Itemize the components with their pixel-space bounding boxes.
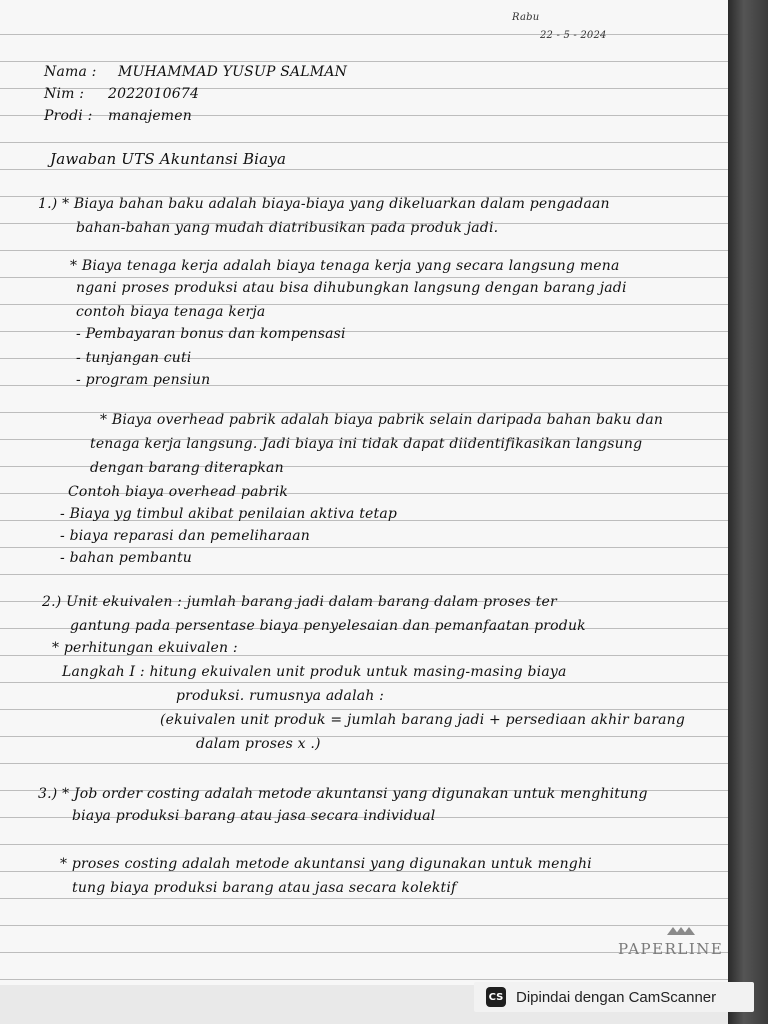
name-value: MUHAMMAD YUSUP SALMAN: [118, 64, 348, 80]
answer-line: contoh biaya tenaga kerja: [76, 304, 266, 320]
page-title: Jawaban UTS Akuntansi Biaya: [50, 150, 287, 168]
day-label: Rabu: [512, 12, 540, 23]
answer-line: * proses costing adalah metode akuntansi yang digunakan untuk menghi: [60, 856, 592, 872]
answer-line: * perhitungan ekuivalen :: [52, 640, 238, 656]
camscanner-logo-icon: CS: [486, 987, 506, 1007]
answer-line: - bahan pembantu: [60, 550, 193, 566]
answer-line: biaya produksi barang atau jasa secara individual: [72, 808, 436, 824]
answer-line: Contoh biaya overhead pabrik: [68, 484, 289, 500]
answer-line: ngani proses produksi atau bisa dihubungkan langsung dengan barang jadi: [76, 280, 627, 296]
answer-line: dengan barang diterapkan: [90, 460, 284, 476]
answer-line: gantung pada persentase biaya penyelesaian dan pemanfaatan produk: [70, 618, 586, 634]
answer-line: dalam proses x .): [196, 736, 321, 752]
scanner-text: Dipindai dengan CamScanner: [516, 988, 717, 1006]
answer-line: tung biaya produksi barang atau jasa secara kolektif: [72, 880, 457, 896]
answer-line: 3.) * Job order costing adalah metode akuntansi yang digunakan untuk menghitung: [38, 786, 648, 802]
answer-line: * Biaya overhead pabrik adalah biaya pabrik selain daripada bahan baku dan: [100, 412, 664, 428]
answer-line: - tunjangan cuti: [76, 350, 192, 366]
answer-line: - Pembayaran bonus dan kompensasi: [76, 326, 346, 342]
answer-line: - biaya reparasi dan pemeliharaan: [60, 528, 311, 544]
prodi-value: manajemen: [108, 108, 192, 124]
nim-label: Nim :: [44, 86, 85, 102]
answer-line: - program pensiun: [76, 372, 211, 388]
answer-line: 1.) * Biaya bahan baku adalah biaya-biaya yang dikeluarkan dalam pengadaan: [38, 196, 610, 212]
prodi-label: Prodi :: [44, 108, 93, 124]
date-label: 22 - 5 - 2024: [540, 30, 607, 41]
paperline-logo-icon: [665, 925, 697, 939]
answer-line: - Biaya yg timbul akibat penilaian aktiva tetap: [60, 506, 398, 522]
answer-line: 2.) Unit ekuivalen : jumlah barang jadi dalam barang dalam proses ter: [42, 594, 557, 610]
scanner-watermark: [474, 982, 754, 1012]
answer-line: (ekuivalen unit produk = jumlah barang jadi + persediaan akhir barang: [160, 712, 686, 728]
answer-line: * Biaya tenaga kerja adalah biaya tenaga kerja yang secara langsung mena: [70, 258, 620, 274]
answer-line: produksi. rumusnya adalah :: [176, 688, 385, 704]
scan-edge: [728, 0, 768, 1024]
name-label: Nama :: [44, 64, 97, 80]
answer-line: bahan-bahan yang mudah diatribusikan pada produk jadi.: [76, 220, 499, 236]
answer-line: tenaga kerja langsung. Jadi biaya ini tidak dapat diidentifikasikan langsung: [90, 436, 643, 452]
nim-value: 2022010674: [108, 86, 200, 102]
answer-line: Langkah I : hitung ekuivalen unit produk untuk masing-masing biaya: [62, 664, 567, 680]
brand-label: PAPERLINE: [618, 940, 724, 958]
